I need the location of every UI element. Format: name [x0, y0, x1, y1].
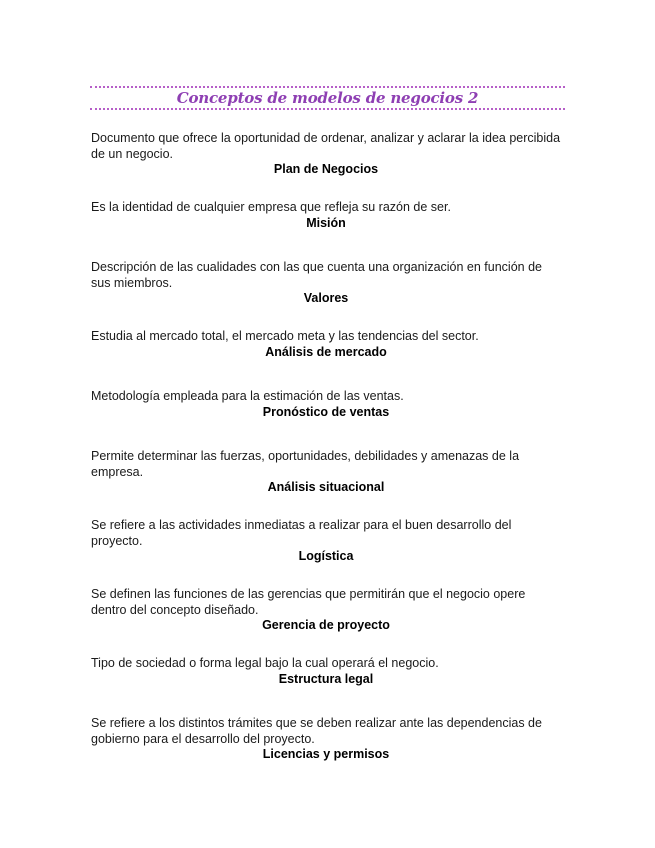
concept-description: Se refiere a las actividades inmediatas a realizar para el buen desarrollo del proyecto. — [91, 518, 512, 548]
title-top-divider — [90, 86, 565, 88]
concept-term: Análisis situacional — [267, 480, 385, 494]
concept-term: Plan de Negocios — [273, 162, 379, 176]
concept-term: Pronóstico de ventas — [262, 404, 390, 419]
concept-term: Estructura legal — [278, 671, 374, 686]
concept-description: Tipo de sociedad o forma legal bajo la cual operará el negocio. — [91, 656, 439, 670]
concept-item — [91, 656, 561, 716]
concept-description: Estudia al mercado total, el mercado meta y las tendencias del sector. — [91, 329, 479, 343]
document-title: Conceptos de modelos de negocios 2 — [176, 89, 479, 107]
concept-term: Logística — [298, 549, 354, 563]
concept-description: Permite determinar las fuerzas, oportunidades, debilidades y amenazas de la empresa. — [91, 449, 520, 479]
concept-term: Misión — [306, 215, 346, 230]
concept-item — [91, 131, 561, 200]
concept-item — [91, 518, 561, 587]
concept-description: Descripción de las cualidades con las que cuenta una organización en función de sus miembros. — [91, 260, 542, 290]
concept-item — [91, 449, 561, 518]
concept-description: Documento que ofrece la oportunidad de ordenar, analizar y aclarar la idea percibida de un negocio. — [91, 131, 561, 161]
concept-term: Análisis de mercado — [265, 344, 387, 359]
concept-item — [91, 389, 561, 449]
concept-item — [91, 329, 561, 389]
concept-description: Metodología empleada para la estimación de las ventas. — [91, 389, 404, 403]
concept-description: Es la identidad de cualquier empresa que refleja su razón de ser. — [91, 200, 451, 214]
concept-term: Gerencia de proyecto — [262, 618, 390, 632]
concept-item — [91, 716, 561, 785]
concept-term: Licencias y permisos — [262, 747, 390, 761]
title-bottom-divider — [90, 108, 565, 110]
concept-term: Valores — [303, 291, 349, 305]
title-block — [90, 86, 565, 110]
concept-list — [91, 131, 561, 785]
concept-description: Se refiere a los distintos trámites que se deben realizar ante las dependencias de gobierno para el desarrollo del proyecto. — [91, 716, 542, 746]
concept-item — [91, 587, 561, 656]
concept-item — [91, 260, 561, 329]
concept-item — [91, 200, 561, 260]
concept-description: Se definen las funciones de las gerencias que permitirán que el negocio opere dentro del concepto diseñado. — [91, 587, 526, 617]
